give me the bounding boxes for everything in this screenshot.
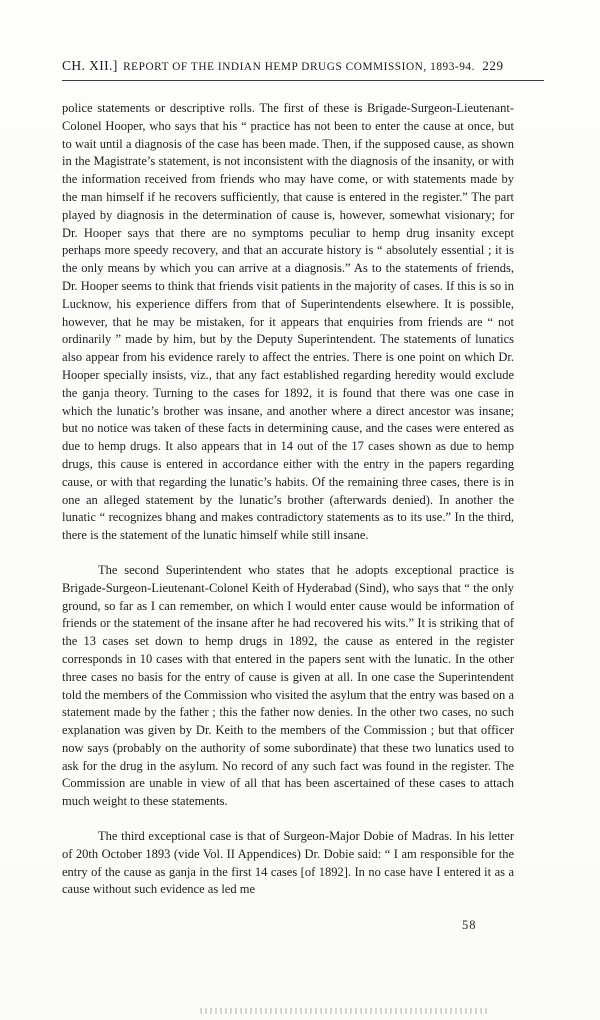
report-title: REPORT OF THE INDIAN HEMP DRUGS COMMISSION, 1893-94. xyxy=(123,61,475,73)
chapter-label: CH. XII.] xyxy=(62,58,118,73)
body-text xyxy=(62,100,514,899)
header-rule xyxy=(62,80,544,81)
paragraph-dobie: The third exceptional case is that of Surgeon-Major Dobie of Madras. In his letter of 20th October 1893 (vide Vol. II Appendices) Dr. Dobie said: “ I am responsible for the entry of the cause as ganja in the first 14 cases [of 1892]. In no case have I entered it as a cause without such evidence as led me xyxy=(62,829,514,897)
signature-mark: 58 xyxy=(462,918,477,932)
paragraph-keith: The second Superintendent who states that he adopts exceptional practice is Brigade-Surgeon-Lieutenant-Colonel Keith of Hyderabad (Sind), who says that “ the only ground, so far as I can remember, on which I would enter cause would be information of friends or the statement of the insane after he had recovered his wits.” It is striking that of the 13 cases set down to hemp drugs in 1892, the cause as entered in the register corresponds in 10 cases with that entered in the papers sent with the lunatic. In the other three cases no basis for the entry of cause is given at all. In one case the Superintendent told the members of the Commission who visited the asylum that the entry was based on a statement made by the father ; this the father now denies. In the other two cases, no such explanation was given by Dr. Keith to the members of the Commission ; but that officer now says (probably on the authority of some subordinate) that these two lunatics used to ask for the drug in the asylum. No record of any such fact was found in the register. The Commission are unable in view of all that has been ascertained of these cases to attach much weight to these statements. xyxy=(62,562,514,809)
paragraph-hooper: police statements or descriptive rolls. The first of these is Brigade-Surgeon-Lieutenant-Colonel Hooper, who says that his “ practice has not been to enter the cause at once, but to wait until a diagnosis of the case has been made. Then, if the supposed cause, as shown in the Magistrate’s statement, is not inconsistent with the diagnosis of the insanity, or with the information received from friends who may have come, or with statements made by the man himself if he recovers sufficiently, that cause is entered in the register.” The part played by diagnosis in the determination of cause is, however, somewhat visionary; for Dr. Hooper says that there are no symptoms peculiar to hemp drug insanity except perhaps more speedy recovery, and that an accurate history is “ absolutely essential ; it is the only means by which you can arrive at a diagnosis.” As to the statements of friends, Dr. Hooper seems to think that friends visit patients in the majority of cases. If this is so in Lucknow, his experience differs from that of Superintendents elsewhere. It is possible, however, that he may be mistaken, for it appears that enquiries from friends are “ not ordinarily ” made by him, but by the Deputy Superintendent. The statements of lunatics also appear from his evidence rarely to affect the entries. There is one point on which Dr. Hooper specially insists, viz., that any fact established regarding heredity would exclude the ganja theory. Turning to the cases for 1892, it is found that there was one case in which the lunatic’s brother was insane, and another where a direct ancestor was insane; but no notice was taken of these facts in determining cause, and the cases were entered as due to hemp drugs. It also appears that in 14 out of the 17 cases shown as due to hemp drugs, this cause is entered in accordance either with the entry in the papers regarding cause, or with that regarding the lunatic’s habits. Of the remaining three cases, there is in one an alleged statement by the lunatic’s brother (afterwards denied). In another the lunatic “ recognizes bhang and makes contradictory statements as to its use.” In the third, there is the statement of the lunatic himself while still insane. xyxy=(62,101,515,543)
running-head xyxy=(62,58,544,74)
page-number: 229 xyxy=(482,58,504,73)
scan-edge-artifact xyxy=(200,1008,490,1014)
